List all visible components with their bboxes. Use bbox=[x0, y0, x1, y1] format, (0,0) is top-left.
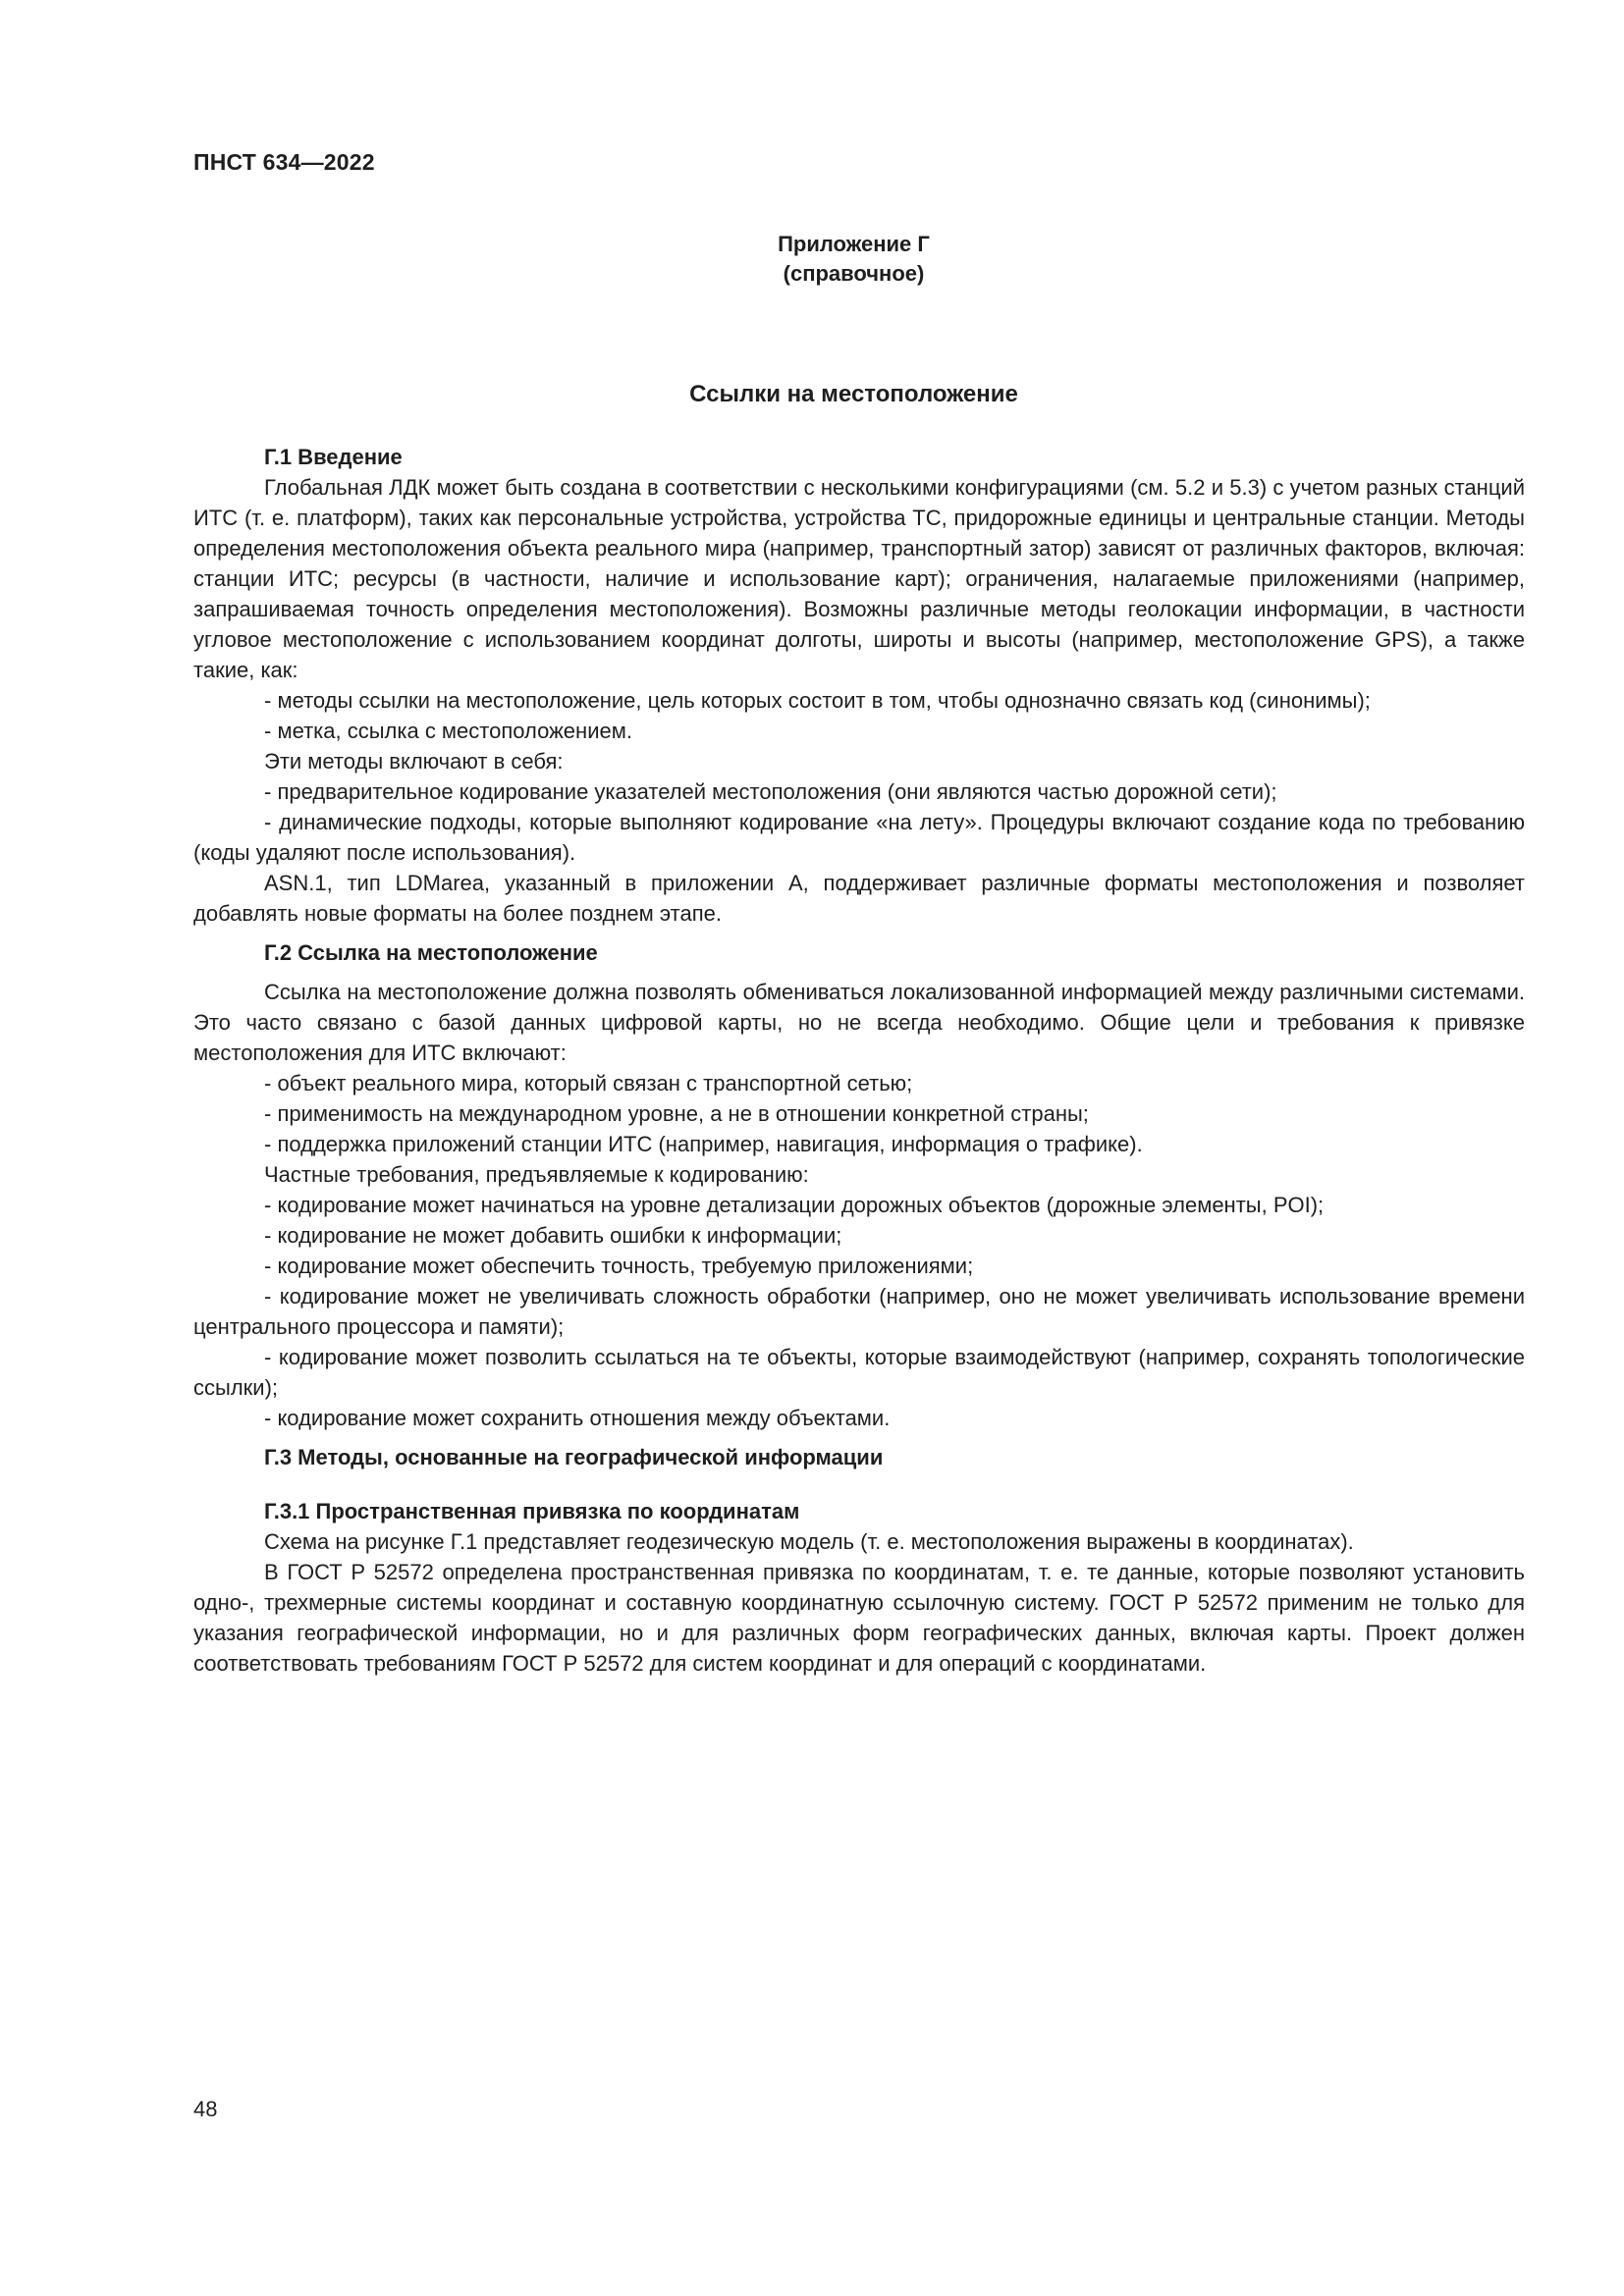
list-item: - кодирование может начинаться на уровне детализации дорожных объектов (дорожные элементы, POI); bbox=[264, 1193, 1325, 1217]
list-item: - поддержка приложений станции ИТС (например, навигация, информация о трафике). bbox=[264, 1132, 1143, 1156]
annex-label: Приложение Г bbox=[778, 232, 930, 256]
annex-title: Ссылки на местоположение bbox=[689, 381, 1018, 407]
paragraph: Глобальная ЛДК может быть создана в соответствии с несколькими конфигурациями (см. 5.2 и 5.3) с учетом разных станций ИТС (т. е. платформ), таких как персональные устройства, устройства ТС, придорожные единицы и центральные станции. Методы определения местоположения объекта реального мира (например, транспортный затор) зависят от различных факторов, включая: станции ИТС; ресурсы (в частности, наличие и использование карт); ограничения, налагаемые приложениями (например, запрашиваемая точность определения местоположения). Возможны различные методы геолокации информации, в частности угловое местоположение с использованием координат долготы, широты и высоты (например, местоположение GPS), а также такие, как: bbox=[193, 475, 1525, 682]
paragraph: Эти методы включают в себя: bbox=[264, 749, 564, 774]
document-code: ПНСТ 634—2022 bbox=[193, 149, 375, 175]
paragraph: В ГОСТ Р 52572 определена пространственная привязка по координатам, т. е. те данные, которые позволяют установить одно-, трехмерные системы координат и составную координатную ссылочную систему. ГОСТ Р 52572 применим не только для указания географической информации, но и для различных форм географических данных, включая карты. Проект должен соответствовать требованиям ГОСТ Р 52572 для систем координат и для операций с координатами. bbox=[193, 1560, 1525, 1676]
list-item: - кодирование может обеспечить точность, требуемую приложениями; bbox=[264, 1254, 974, 1278]
list-item: - объект реального мира, который связан с транспортной сетью; bbox=[264, 1071, 913, 1095]
section-heading-g2: Г.2 Ссылка на местоположение bbox=[264, 940, 598, 965]
list-item: - кодирование может позволить ссылаться на те объекты, которые взаимодействуют (например, сохранять топологические ссылки); bbox=[193, 1345, 1525, 1400]
paragraph: Ссылка на местоположение должна позволять обмениваться локализованной информацией между различными системами. Это часто связано с базой данных цифровой карты, но не всегда необходимо. Общие цели и требования к привязке местоположения для ИТС включают: bbox=[193, 980, 1525, 1065]
list-item: - предварительное кодирование указателей местоположения (они являются частью дорожной сети); bbox=[264, 779, 1277, 804]
section-heading-g1: Г.1 Введение bbox=[264, 445, 403, 469]
section-heading-g3: Г.3 Методы, основанные на географической информации bbox=[264, 1445, 884, 1469]
paragraph: ASN.1, тип LDMarea, указанный в приложении А, поддерживает различные форматы местоположения и позволяет добавлять новые форматы на более позднем этапе. bbox=[193, 871, 1525, 926]
list-item: - кодирование может сохранить отношения между объектами. bbox=[264, 1406, 891, 1430]
annex-type: (справочное) bbox=[783, 261, 925, 286]
list-item: - метка, ссылка с местоположением. bbox=[264, 719, 632, 743]
paragraph: Схема на рисунке Г.1 представляет геодезическую модель (т. е. местоположения выражены в координатах). bbox=[264, 1529, 1354, 1554]
document-body bbox=[193, 442, 1525, 1679]
paragraph: Частные требования, предъявляемые к кодированию: bbox=[264, 1162, 809, 1187]
list-item: - кодирование не может добавить ошибки к информации; bbox=[264, 1223, 842, 1248]
list-item: - кодирование может не увеличивать сложность обработки (например, оно не может увеличивать использование времени центрального процессора и памяти); bbox=[193, 1284, 1525, 1339]
list-item: - динамические подходы, которые выполняют кодирование «на лету». Процедуры включают создание кода по требованию (коды удаляют после использования). bbox=[193, 810, 1525, 865]
section-heading-g31: Г.3.1 Пространственная привязка по координатам bbox=[264, 1499, 800, 1523]
list-item: - применимость на международном уровне, а не в отношении конкретной страны; bbox=[264, 1101, 1089, 1126]
list-item: - методы ссылки на местоположение, цель которых состоит в том, чтобы однозначно связать код (синонимы); bbox=[264, 688, 1371, 713]
page-number: 48 bbox=[193, 2097, 218, 2121]
